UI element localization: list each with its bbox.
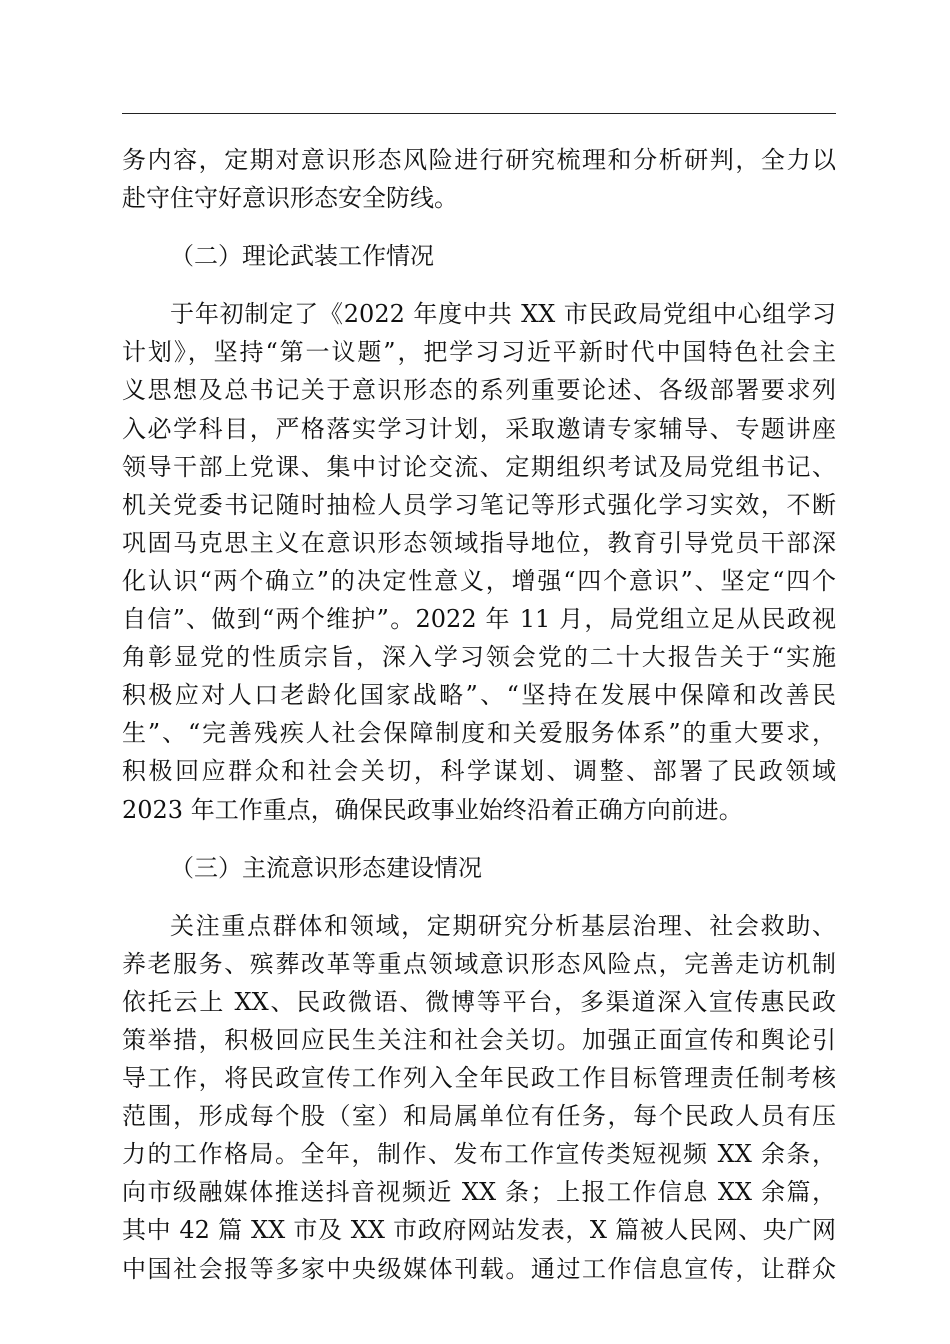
text-line: 策举措，积极回应民生关注和社会关切。加强正面宣传和舆论引 bbox=[122, 1025, 836, 1054]
text-line: 角彰显党的性质宗旨，深入学习领会党的二十大报告关于“实施 bbox=[122, 643, 836, 672]
text-line: 生”、“完善残疾人社会保障制度和关爱服务体系”的重大要求， bbox=[122, 719, 836, 748]
section-heading: （三）主流意识形态建设情况 bbox=[170, 853, 482, 882]
text-line: 巩固马克思主义在意识形态领域指导地位，教育引导党员干部深 bbox=[122, 528, 836, 557]
text-line: 赴守住守好意识形态安全防线。 bbox=[122, 184, 458, 213]
text-line: 机关党委书记随时抽检人员学习笔记等形式强化学习实效，不断 bbox=[122, 490, 836, 519]
text-line: 养老服务、殡葬改革等重点领域意识形态风险点，完善走访机制 bbox=[122, 949, 836, 978]
text-line: 积极应对人口老龄化国家战略”、“坚持在发展中保障和改善民 bbox=[122, 681, 836, 710]
text-line: 入必学科目，严格落实学习计划，采取邀请专家辅导、专题讲座 bbox=[122, 414, 836, 443]
text-line: 领导干部上党课、集中讨论交流、定期组织考试及局党组书记、 bbox=[122, 452, 836, 481]
text-line: 力的工作格局。全年，制作、发布工作宣传类短视频 XX 余条， bbox=[122, 1140, 836, 1169]
paragraph-mainstream-body bbox=[122, 907, 836, 1288]
text-line: 范围，形成每个股（室）和局属单位有任务，每个民政人员有压 bbox=[122, 1102, 836, 1131]
text-line: 计划》，坚持“第一议题”，把学习习近平新时代中国特色社会主 bbox=[122, 338, 836, 367]
text-line: 导工作，将民政宣传工作列入全年民政工作目标管理责任制考核 bbox=[122, 1064, 836, 1093]
paragraph-theory-body bbox=[122, 295, 836, 828]
text-line: 化认识“两个确立”的决定性意义，增强“四个意识”、坚定“四个 bbox=[122, 566, 836, 595]
text-line: 2023 年工作重点，确保民政事业始终沿着正确方向前进。 bbox=[122, 795, 743, 824]
text-line: 于年初制定了《2022 年度中共 XX 市民政局党组中心组学习 bbox=[170, 300, 836, 329]
section-heading: （二）理论武装工作情况 bbox=[170, 242, 434, 271]
header-rule bbox=[122, 113, 836, 114]
text-line: 关注重点群体和领域，定期研究分析基层治理、社会救助、 bbox=[170, 911, 836, 940]
section-heading-theory bbox=[122, 237, 836, 275]
paragraph-continuation bbox=[122, 141, 836, 217]
text-line: 依托云上 XX、民政微语、微博等平台，多渠道深入宣传惠民政 bbox=[122, 987, 836, 1016]
text-line: 向市级融媒体推送抖音视频近 XX 条；上报工作信息 XX 余篇， bbox=[122, 1178, 836, 1207]
section-heading-mainstream bbox=[122, 849, 836, 887]
text-line: 中国社会报等多家中央级媒体刊载。通过工作信息宣传，让群众 bbox=[122, 1254, 836, 1283]
text-line: 自信”、做到“两个维护”。2022 年 11 月，局党组立足从民政视 bbox=[122, 605, 836, 634]
text-line: 其中 42 篇 XX 市及 XX 市政府网站发表，X 篇被人民网、央广网 bbox=[122, 1216, 836, 1245]
document-body bbox=[122, 141, 836, 1288]
text-line: 义思想及总书记关于意识形态的系列重要论述、各级部署要求列 bbox=[122, 376, 836, 405]
text-line: 务内容，定期对意识形态风险进行研究梳理和分析研判，全力以 bbox=[122, 146, 836, 174]
text-line: 积极回应群众和社会关切，科学谋划、调整、部署了民政领域 bbox=[122, 757, 836, 786]
